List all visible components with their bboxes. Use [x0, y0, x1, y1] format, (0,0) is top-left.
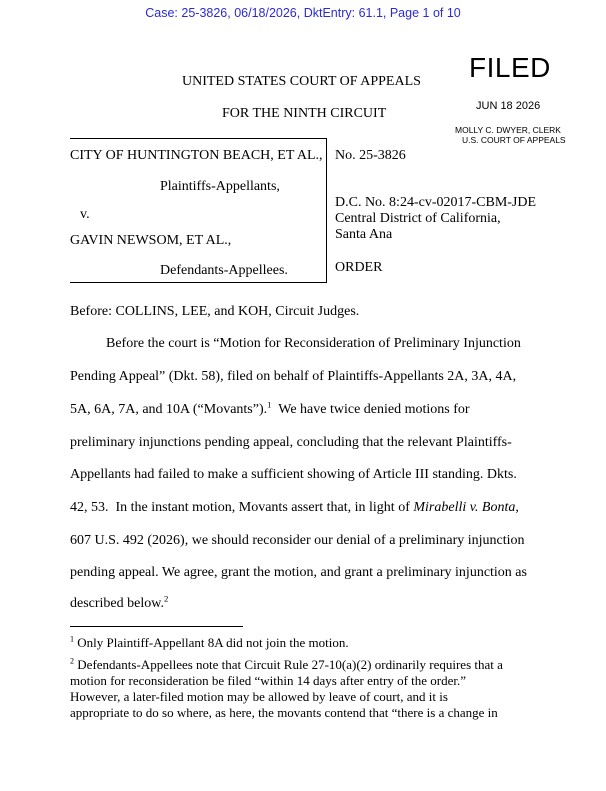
filed-clerk-office: U.S. COURT OF APPEALS [462, 135, 566, 145]
footnote-mark: 2 [70, 656, 75, 666]
caption-bottom-rule [70, 282, 327, 283]
filed-stamp: FILED [469, 52, 551, 83]
panel-line: Before: COLLINS, LEE, and KOH, Circuit Judges. [70, 304, 360, 319]
document-type: ORDER [335, 260, 383, 275]
paragraph-line: Appellants had failed to make a sufficient showing of Article III standing. Dkts. [70, 467, 517, 482]
paragraph-line: Pending Appeal” (Dkt. 58), filed on behalf of Plaintiffs-Appellants 2A, 3A, 4A, [70, 369, 517, 384]
filed-date: JUN 18 2026 [476, 100, 541, 112]
caption-plaintiff-role: Plaintiffs-Appellants, [160, 179, 280, 194]
paragraph-text: 5A, 6A, 7A, and 10A (“Movants”). [70, 402, 268, 417]
paragraph-text: 42, 53. In the instant motion, Movants assert that, in light of [70, 500, 414, 515]
footnote-text-line: motion for reconsideration be filed “within 14 days after entry of the order.” [70, 673, 467, 688]
caption-defendant-role: Defendants-Appellees. [160, 263, 288, 278]
paragraph-line: preliminary injunctions pending appeal, concluding that the relevant Plaintiffs- [70, 435, 512, 450]
caption-top-rule [70, 138, 327, 139]
court-name-line1: UNITED STATES COURT OF APPEALS [182, 74, 421, 89]
paragraph-text: We have twice denied motions for [271, 402, 470, 417]
footnote-text: Defendants-Appellees note that Circuit Rule 27-10(a)(2) ordinarily requires that a [74, 657, 503, 672]
footnote-1 [70, 635, 349, 651]
paragraph-line: pending appeal. We agree, grant the motion, and grant a preliminary injunction as [70, 565, 527, 580]
footnote-mark: 1 [70, 634, 75, 644]
case-number: No. 25-3826 [335, 148, 406, 163]
paragraph-text: described below. [70, 596, 164, 611]
footnote-text: Only Plaintiff-Appellant 8A did not join the motion. [74, 635, 349, 650]
paragraph-line [70, 593, 169, 612]
footnote-separator [70, 626, 243, 627]
case-citation: Mirabelli v. Bonta [413, 500, 516, 515]
district-court-number: D.C. No. 8:24-cv-02017-CBM-JDE [335, 195, 537, 210]
paragraph-line [70, 500, 519, 516]
court-name-line2: FOR THE NINTH CIRCUIT [222, 106, 387, 121]
division-name: Santa Ana [335, 227, 393, 242]
caption-right-rule [326, 138, 327, 283]
caption-plaintiff: CITY OF HUNTINGTON BEACH, ET AL., [70, 148, 323, 163]
district-name: Central District of California, [335, 211, 501, 226]
footnote-reference[interactable]: 1 [267, 399, 272, 410]
paragraph-line: 607 U.S. 492 (2026), we should reconsider our denial of a preliminary injunction [70, 533, 525, 548]
footnote-reference[interactable]: 2 [163, 593, 169, 604]
footnote-text-line: appropriate to do so where, as here, the movants contend that “there is a change in [70, 705, 498, 720]
paragraph-line: Before the court is “Motion for Reconsideration of Preliminary Injunction [106, 336, 521, 351]
caption-defendant: GAVIN NEWSOM, ET AL., [70, 233, 232, 248]
filed-clerk-name: MOLLY C. DWYER, CLERK [455, 125, 561, 135]
footnote-text-line: However, a later-filed motion may be allowed by leave of court, and it is [70, 689, 448, 704]
footnote-2 [70, 657, 503, 673]
caption-versus: v. [80, 207, 90, 222]
ecf-header: Case: 25-3826, 06/18/2026, DktEntry: 61.1, Page 1 of 10 [145, 6, 461, 20]
paragraph-line [70, 399, 470, 418]
paragraph-text: , [515, 500, 519, 515]
